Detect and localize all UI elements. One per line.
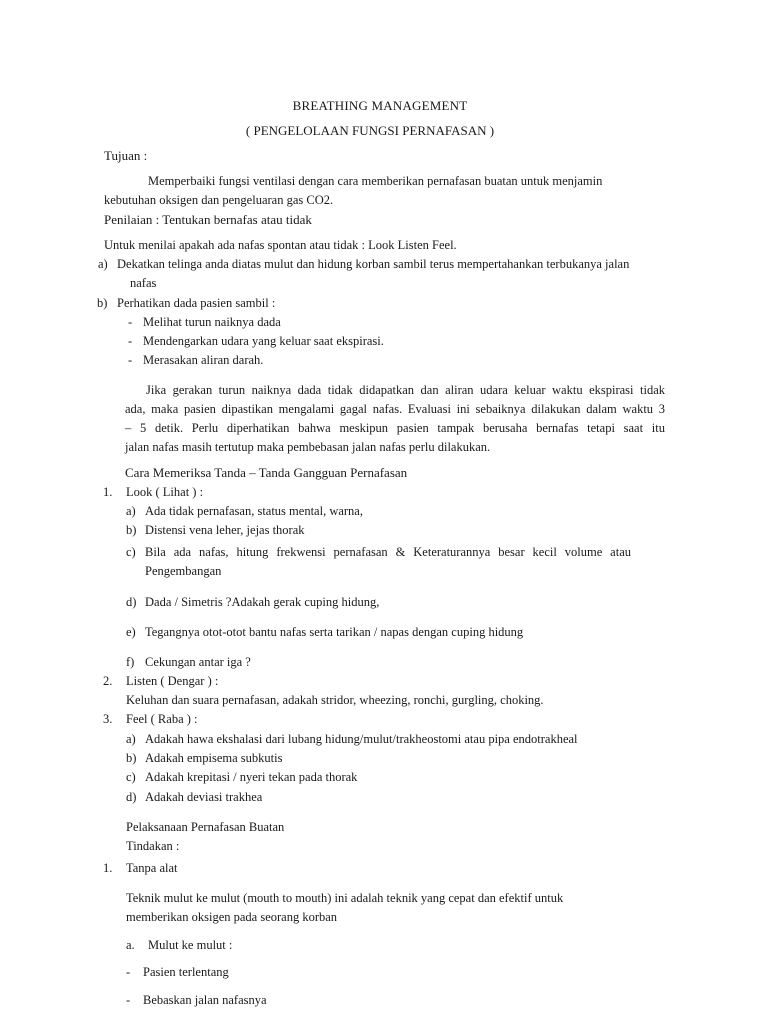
teknik-line2: memberikan oksigen pada seorang korban — [126, 910, 338, 924]
penilaian-a-line2: nafas — [130, 276, 157, 290]
paragraph-line2: ada, maka pasien dipastikan mengalami gagal nafas. Evaluasi ini sebaiknya dilakukan dalam waktu 3 — [125, 402, 665, 416]
list-marker: b) — [126, 751, 137, 765]
tujuan-label: Tujuan : — [104, 148, 148, 163]
look-item-c-line1: Bila ada nafas, hitung frekwensi pernafasan & Keteraturannya besar kecil volume atau — [145, 545, 631, 559]
paragraph-line4: jalan nafas masih tertutup maka pembebasan jalan nafas perlu dilakukan. — [125, 440, 491, 454]
feel-item-d: Adakah deviasi trakhea — [145, 790, 263, 804]
paragraph-line3: – 5 detik. Perlu diperhatikan bahwa meskipun pasien tampak berusaha bernafas tetapi saat itu — [125, 421, 665, 435]
feel-item-a: Adakah hawa ekshalasi dari lubang hidung/mulut/trakheostomi atau pipa endotrakheal — [145, 732, 578, 746]
penilaian-a-line1: Dekatkan telinga anda diatas mulut dan hidung korban sambil terus mempertahankan terbukanya jalan — [117, 257, 630, 271]
cara-heading: Cara Memeriksa Tanda – Tanda Gangguan Pernafasan — [125, 465, 408, 480]
list-marker: d) — [126, 790, 137, 804]
list-marker: a) — [126, 732, 136, 746]
penilaian-b-text: Perhatikan dada pasien sambil : — [117, 296, 276, 310]
tujuan-text-line1: Memperbaiki fungsi ventilasi dengan cara memberikan pernafasan buatan untuk menjamin — [148, 174, 603, 188]
dash-marker: - — [128, 353, 133, 367]
penilaian-b-item: Mendengarkan udara yang keluar saat ekspirasi. — [143, 334, 384, 348]
step-item: Pasien terlentang — [143, 965, 229, 979]
step-item: Bebaskan jalan nafasnya — [143, 993, 267, 1007]
page-subtitle: ( PENGELOLAAN FUNGSI PERNAFASAN ) — [245, 123, 495, 138]
look-item-b: Distensi vena leher, jejas thorak — [145, 523, 305, 537]
look-item-e: Tegangnya otot-otot bantu nafas serta tarikan / napas dengan cuping hidung — [145, 625, 524, 639]
look-item-a: Ada tidak pernafasan, status mental, warna, — [145, 504, 363, 518]
look-item-f: Cekungan antar iga ? — [145, 655, 251, 669]
feel-item-c: Adakah krepitasi / nyeri tekan pada thorak — [145, 770, 358, 784]
pelaksanaan-heading: Pelaksanaan Pernafasan Buatan — [126, 820, 285, 834]
look-item-d: Dada / Simetris ?Adakah gerak cuping hidung, — [145, 595, 380, 609]
listen-label: Listen ( Dengar ) : — [126, 674, 219, 688]
dash-marker: - — [126, 993, 131, 1007]
list-number: 1. — [103, 485, 113, 499]
feel-item-b: Adakah empisema subkutis — [145, 751, 283, 765]
penilaian-intro: Untuk menilai apakah ada nafas spontan atau tidak : Look Listen Feel. — [104, 238, 457, 252]
list-number: 3. — [103, 712, 113, 726]
penilaian-heading: Penilaian : Tentukan bernafas atau tidak — [104, 212, 312, 227]
look-item-c-line2: Pengembangan — [145, 564, 222, 578]
list-marker: c) — [126, 545, 136, 559]
page-title: BREATHING MANAGEMENT — [292, 98, 468, 113]
list-marker: b) — [97, 296, 108, 310]
look-label: Look ( Lihat ) : — [126, 485, 204, 499]
penilaian-b-item: Merasakan aliran darah. — [143, 353, 264, 367]
paragraph-line1: Jika gerakan turun naiknya dada tidak didapatkan dan aliran udara keluar waktu ekspirasi tidak — [146, 383, 665, 397]
tujuan-text-line2: kebutuhan oksigen dan pengeluaran gas CO2. — [104, 193, 334, 207]
dash-marker: - — [126, 965, 131, 979]
listen-text: Keluhan dan suara pernafasan, adakah stridor, wheezing, ronchi, gurgling, choking. — [126, 693, 544, 707]
list-marker: e) — [126, 625, 136, 639]
dash-marker: - — [128, 315, 133, 329]
list-marker: b) — [126, 523, 137, 537]
tindakan-label: Tindakan : — [126, 839, 180, 853]
list-marker: a) — [98, 257, 108, 271]
teknik-line1: Teknik mulut ke mulut (mouth to mouth) ini adalah teknik yang cepat dan efektif untuk — [126, 891, 564, 905]
list-number: 1. — [103, 861, 113, 875]
list-marker: d) — [126, 595, 137, 609]
tanpa-alat: Tanpa alat — [126, 861, 178, 875]
penilaian-b-item: Melihat turun naiknya dada — [143, 315, 281, 329]
list-marker: a. — [126, 938, 135, 952]
feel-label: Feel ( Raba ) : — [126, 712, 198, 726]
list-marker: f) — [126, 655, 135, 669]
list-marker: a) — [126, 504, 136, 518]
dash-marker: - — [128, 334, 133, 348]
list-number: 2. — [103, 674, 113, 688]
mulut-ke-mulut: Mulut ke mulut : — [148, 938, 233, 952]
list-marker: c) — [126, 770, 136, 784]
